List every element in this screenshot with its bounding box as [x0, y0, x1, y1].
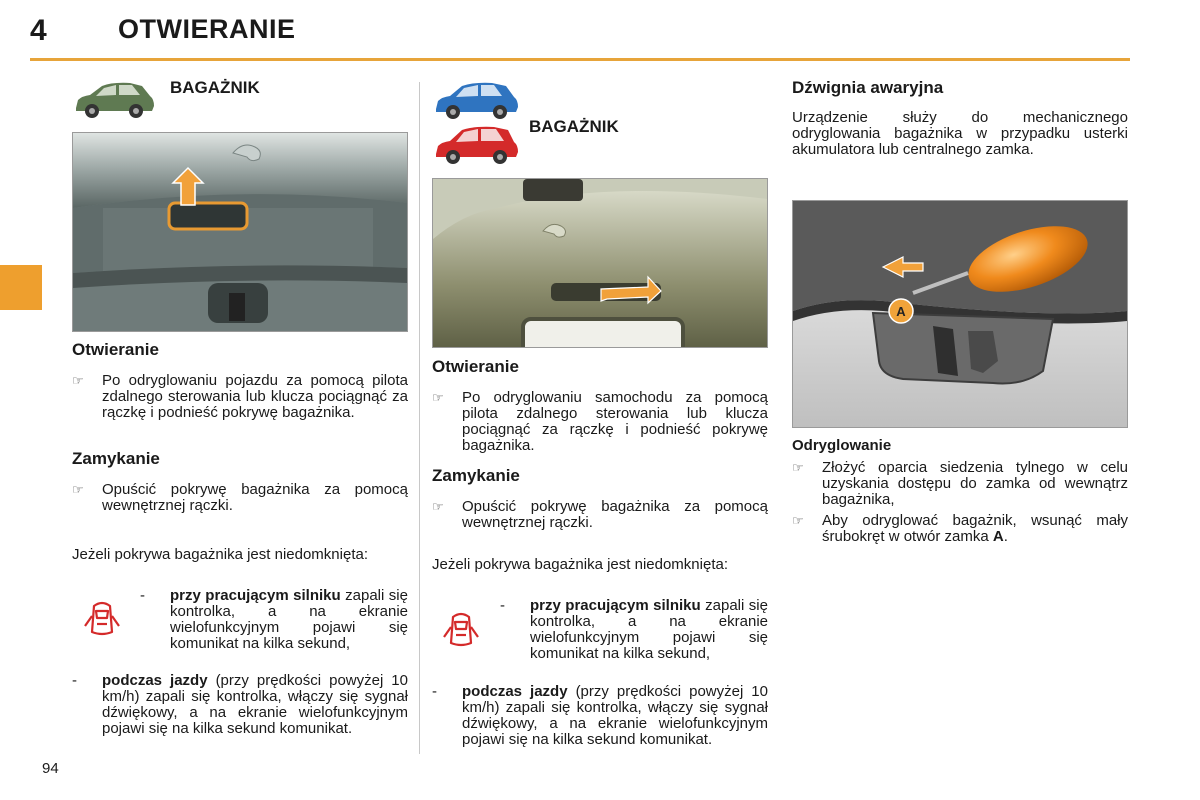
engine-running-item — [140, 588, 408, 652]
closing-bullet — [432, 499, 768, 531]
chapter-number: 4 — [30, 14, 47, 47]
closing-heading: Zamykanie — [72, 449, 160, 468]
pointing-hand-icon: ☞ — [792, 513, 804, 528]
header-rule — [30, 58, 1130, 61]
ajar-intro: Jeżeli pokrywa bagażnika jest niedomknięta: — [72, 546, 368, 563]
chapter-title: OTWIERANIE — [118, 14, 296, 44]
callout-label-a: A — [896, 304, 906, 319]
engine-running-item — [500, 598, 768, 662]
car-icon-green — [72, 80, 156, 122]
unlock-step-2 — [792, 513, 1128, 545]
engine-running-bold: przy pracującym silniku — [170, 587, 341, 604]
open-door-warning-icon — [84, 598, 120, 638]
engine-running-text: zapali się kontrolka, a na ekranie wielofunkcyjnym pojawi się komunikat na kilka sekund, — [170, 587, 408, 652]
driving-text: (przy prędkości powyżej 10 km/h) zapali się kontrolka, włączy się sygnał dźwiękowy, a na ekranie wielofunkcyjnym pojawi się na kilka sekund komunikat. — [462, 683, 768, 748]
closing-bullet — [72, 482, 408, 514]
section-title-trunk: BAGAŻNIK — [529, 117, 619, 136]
unlock-heading: Odryglowanie — [792, 437, 892, 454]
closing-text: Opuścić pokrywę bagażnika za pomocą wewnętrznej rączki. — [462, 498, 768, 531]
ajar-intro: Jeżeli pokrywa bagażnika jest niedomknięta: — [432, 556, 728, 573]
lock-screwdriver-photo — [792, 200, 1128, 428]
opening-bullet — [72, 373, 408, 421]
unlock-step-2-end: . — [1003, 528, 1008, 545]
dash-glyph: - — [500, 597, 505, 614]
driving-item — [72, 673, 408, 737]
dash-glyph: - — [72, 672, 77, 689]
page-number: 94 — [42, 760, 59, 777]
pointing-hand-icon: ☞ — [72, 373, 84, 388]
emergency-lever-heading: Dźwignia awaryjna — [792, 78, 944, 97]
closing-text: Opuścić pokrywę bagażnika za pomocą wewnętrznej rączki. — [102, 481, 408, 514]
column-divider — [419, 82, 420, 754]
chapter-side-tab — [0, 265, 42, 310]
opening-text: Po odryglowaniu pojazdu za pomocą pilota zdalnego sterowania lub klucza pociągnąć za rączkę i podnieść pokrywę bagażnika. — [102, 372, 408, 421]
unlock-step-2-bold: A — [992, 528, 1004, 545]
closing-heading: Zamykanie — [432, 466, 520, 485]
unlock-step-1 — [792, 460, 1128, 508]
pointing-hand-icon: ☞ — [432, 390, 444, 405]
driving-item — [432, 684, 768, 748]
dash-glyph: - — [140, 587, 145, 604]
pointing-hand-icon: ☞ — [432, 499, 444, 514]
trunk-handle-photo — [72, 132, 408, 332]
driving-text: (przy prędkości powyżej 10 km/h) zapali się kontrolka, włączy się sygnał dźwiękowy, a na ekranie wielofunkcyjnym pojawi się na kilka sekund komunikat. — [102, 672, 408, 737]
driving-bold: podczas jazdy — [102, 672, 208, 689]
trunk-handle-photo-2 — [432, 178, 768, 348]
dash-glyph: - — [432, 683, 437, 700]
driving-bold: podczas jazdy — [462, 683, 568, 700]
opening-heading: Otwieranie — [432, 357, 519, 376]
pointing-hand-icon: ☞ — [792, 460, 804, 475]
section-title-trunk: BAGAŻNIK — [170, 78, 260, 97]
open-door-warning-icon — [443, 609, 479, 649]
unlock-step-2-text: Aby odryglować bagażnik, wsunąć mały śrubokręt w otwór zamka — [822, 512, 1128, 545]
pointing-hand-icon: ☞ — [72, 482, 84, 497]
car-icon-blue — [432, 80, 520, 122]
opening-text: Po odryglowaniu samochodu za pomocą pilota zdalnego sterowania lub klucza pociągnąć za rączkę i podnieść pokrywę bagażnika. — [462, 389, 768, 454]
engine-running-text: zapali się kontrolka, a na ekranie wielofunkcyjnym pojawi się komunikat na kilka sekund, — [530, 597, 768, 662]
opening-bullet — [432, 390, 768, 454]
engine-running-bold: przy pracującym silniku — [530, 597, 701, 614]
emergency-intro: Urządzenie służy do mechanicznego odryglowania bagażnika w przypadku usterki akumulatora lub centralnego zamka. — [792, 109, 1128, 158]
car-icon-red — [432, 124, 520, 168]
unlock-step-1-text: Złożyć oparcia siedzenia tylnego w celu uzyskania dostępu do zamka od wewnątrz bagażnika, — [822, 459, 1128, 508]
opening-heading: Otwieranie — [72, 340, 159, 359]
